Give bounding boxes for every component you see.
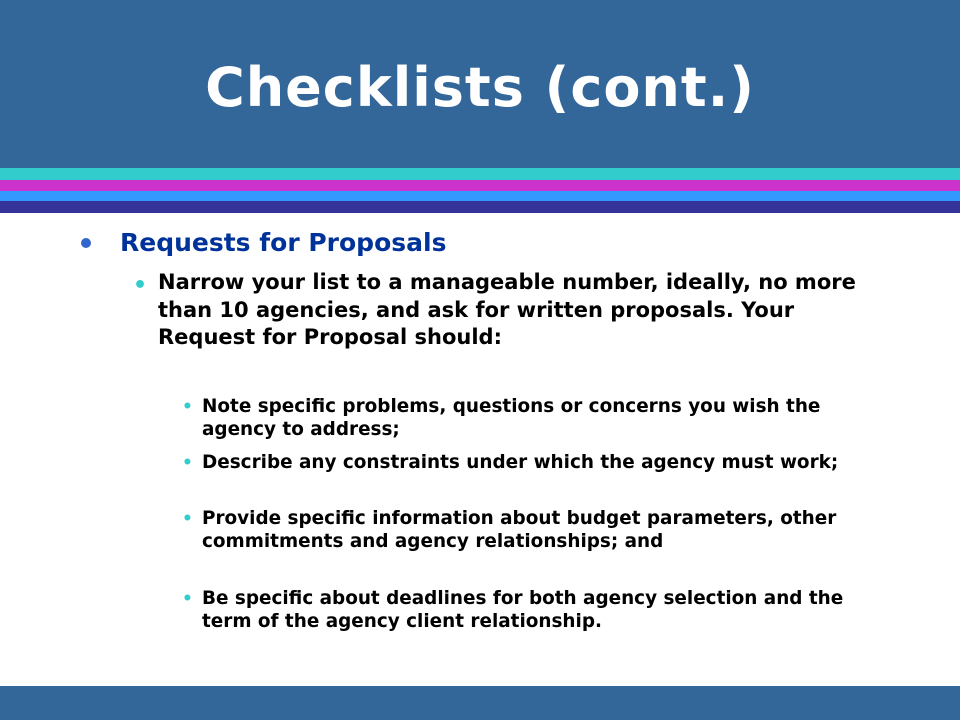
level3-bullet-icon: • bbox=[182, 509, 193, 529]
level2-bullet-icon: • bbox=[133, 273, 148, 298]
list-item-text: Provide specific information about budget parameters, other commitments and agency relationships; and bbox=[202, 508, 837, 552]
level3-bullet-icon: • bbox=[182, 397, 193, 417]
footer-bar bbox=[0, 686, 960, 720]
level3-bullet-icon: • bbox=[182, 453, 193, 473]
level2-paragraph: Narrow your list to a manageable number, ideally, no more than 10 agencies, and ask for written proposals. Your Request for Proposal should: bbox=[158, 270, 856, 349]
list-item-text: Be specific about deadlines for both agency selection and the term of the agency client relationship. bbox=[202, 588, 844, 632]
list-item-text: Note specific problems, questions or concerns you wish the agency to address; bbox=[202, 396, 821, 440]
slide-title: Checklists (cont.) bbox=[205, 56, 755, 119]
level1-bullet-icon bbox=[81, 238, 91, 248]
level3-bullet-icon: • bbox=[182, 589, 193, 609]
level1-heading: Requests for Proposals bbox=[120, 228, 447, 257]
list-item-text: Describe any constraints under which the agency must work; bbox=[202, 452, 839, 473]
